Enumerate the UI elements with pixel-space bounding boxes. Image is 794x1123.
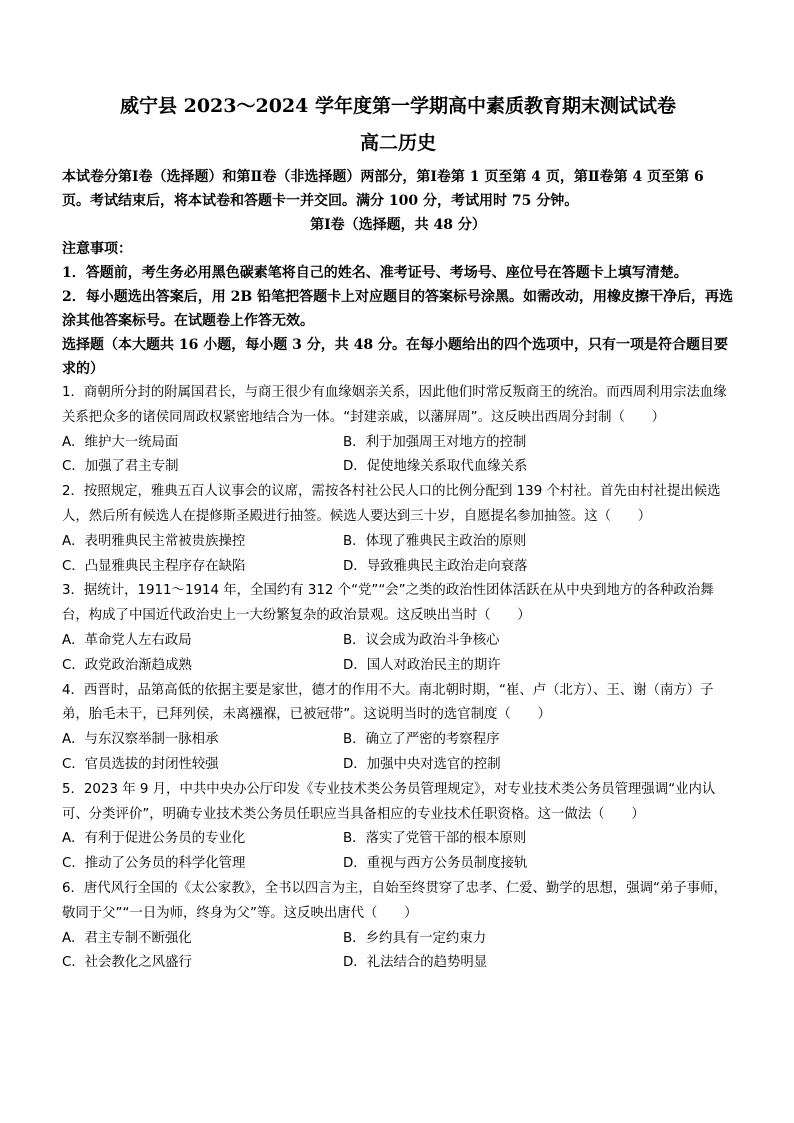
option-a: A．革命党人左右政局 [62, 632, 192, 648]
note-item: 2．每小题选出答案后，用 2B 铅笔把答题卡上对应题目的答案标号涂黑。如需改动，用橡皮擦干净后，再选涂其他答案标号。在试题卷上作答无效。 [62, 289, 734, 329]
option-b: B．利于加强周王对地方的控制 [343, 434, 527, 450]
option-d: D．重视与西方公务员制度接轨 [343, 856, 528, 872]
option-c: C．官员选拔的封闭性较强 [62, 756, 219, 772]
question-stem: 4．西晋时，品第高低的依据主要是家世，德才的作用不大。南北朝时期，“崔、卢（北方）、王、谢（南方）子弟，胎毛未干，已拜列侯，未离襁褓，已被冠带”。这说明当时的选官制度（ ） [62, 682, 714, 723]
question-5 [62, 778, 734, 877]
notes-heading: 注意事项： [62, 241, 132, 257]
question-4 [62, 679, 734, 778]
question-options [62, 927, 734, 977]
option-c: C．推动了公务员的科学化管理 [62, 856, 246, 872]
option-a: A．与东汉察举制一脉相承 [62, 732, 219, 748]
option-c: C．加强了君主专制 [62, 459, 179, 475]
option-d: D．礼法结合的趋势明显 [343, 955, 488, 971]
option-a: A．维护大一统局面 [62, 434, 179, 450]
question-options [62, 530, 734, 580]
option-c: C．政党政治渐趋成熟 [62, 657, 192, 673]
question-options [62, 629, 734, 679]
question-stem: 6．唐代风行全国的《太公家教》，全书以四言为主，自始至终贯穿了忠孝、仁爱、勤学的思想，强调“弟子事师，敬同于父”“一日为师，终身为父”等。这反映出唐代（ ） [62, 880, 727, 921]
option-b: B．体现了雅典民主政治的原则 [343, 533, 527, 549]
question-options [62, 431, 734, 481]
question-1 [62, 381, 734, 480]
question-stem: 2．按照规定，雅典五百人议事会的议席，需按各村社公民人口的比例分配到 139 个村社。首先由村社提出候选人，然后所有候选人在提修斯圣殿进行抽签。候选人要达到三十岁，自愿提名参加抽签。这（ ） [62, 484, 721, 524]
option-a: A．表明雅典民主常被贵族操控 [62, 533, 246, 549]
exam-page [62, 94, 734, 976]
subject-title: 高二历史 [359, 132, 436, 154]
option-b: B．落实了党管干部的根本原则 [343, 831, 527, 847]
option-a: A．有利于促进公务员的专业化 [62, 831, 246, 847]
section-title: 第Ⅰ卷（选择题，共 48 分） [310, 217, 486, 233]
choice-section-heading: 选择题（本大题共 16 小题，每小题 3 分，共 48 分。在每小题给出的四个选项中，只有一项是符合题目要求的） [62, 337, 728, 377]
exam-title: 威宁县 2023～2024 学年度第一学期高中素质教育期末测试试卷 [120, 95, 676, 117]
question-6 [62, 877, 734, 976]
option-d: D．促使地缘关系取代血缘关系 [343, 459, 528, 475]
option-c: C．社会教化之风盛行 [62, 955, 192, 971]
option-d: D．加强中央对选官的控制 [343, 756, 501, 772]
option-d: D．导致雅典民主政治走向衰落 [343, 558, 528, 574]
question-options [62, 728, 734, 778]
note-item: 1．答题前，考生务必用黑色碳素笔将自己的姓名、准考证号、考场号、座位号在答题卡上填写清楚。 [62, 265, 688, 281]
question-2 [62, 480, 734, 579]
exam-intro: 本试卷分第Ⅰ卷（选择题）和第Ⅱ卷（非选择题）两部分，第Ⅰ卷第 1 页至第 4 页，第Ⅱ卷第 4 页至第 6 页。考试结束后，将本试卷和答题卡一并交回。满分 100 分，考试用时 75 分钟。 [62, 169, 704, 209]
question-stem: 3．据统计，1911～1914 年，全国约有 312 个“党”“会”之类的政治性团体活跃在从中央到地方的各种政治舞台，构成了中国近代政治史上一大纷繁复杂的政治景观。这反映出当时（ ） [62, 583, 714, 624]
option-c: C．凸显雅典民主程序存在缺陷 [62, 558, 246, 574]
question-stem: 5．2023 年 9 月，中共中央办公厅印发《专业技术类公务员管理规定》，对专业技术类公务员管理强调“业内认可、分类评价”，明确专业技术类公务员任职应当具备相应的专业技术任职资格。这一做法（ ） [62, 781, 716, 822]
question-stem: 1．商朝所分封的附属国君长，与商王很少有血缘姻亲关系，因此他们时常反叛商王的统治。而西周利用宗法血缘关系把众多的诸侯同周政权紧密地结合为一体。“封建亲戚，以藩屏周”。这反映出西周分封制（ ） [62, 385, 727, 425]
option-b: B．乡约具有一定约束力 [343, 930, 487, 946]
option-d: D．国人对政治民主的期许 [343, 657, 501, 673]
question-3 [62, 579, 734, 678]
question-options [62, 827, 734, 877]
option-b: B．确立了严密的考察程序 [343, 732, 500, 748]
option-a: A．君主专制不断强化 [62, 930, 192, 946]
option-b: B．议会成为政治斗争核心 [343, 632, 500, 648]
